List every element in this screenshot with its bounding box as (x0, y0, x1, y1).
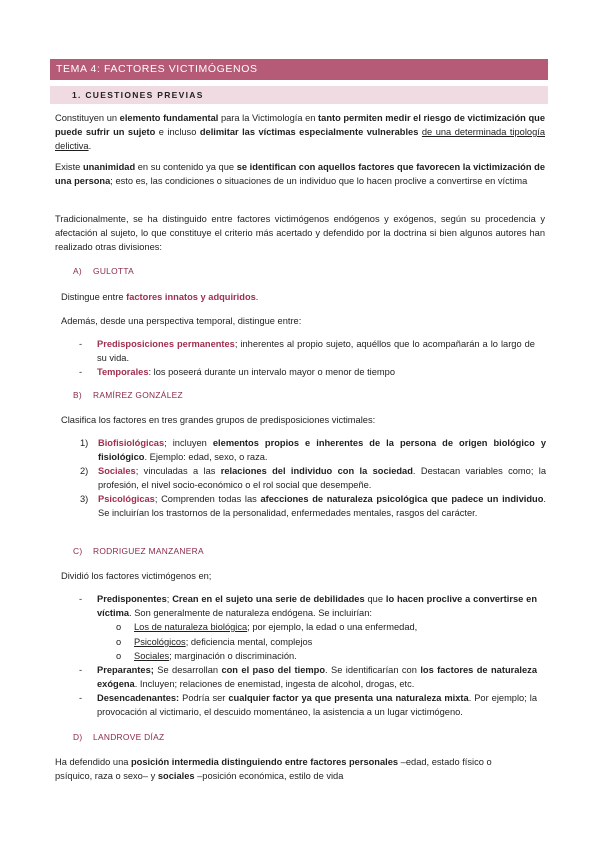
intro-paragraph-3: Tradicionalmente, se ha distinguido entre factores victimógenos endógenos y exógenos, según su procedencia y afectación al sujeto, lo que constituye el criterio más acertado y defendido por la doctrina si bien algunos autores han realizado otras divisiones: (55, 214, 545, 252)
intro-paragraph-1: Constituyen un elemento fundamental para la Victimología en tanto permiten medir el riesgo de victimización que puede sufrir un sujeto e incluso delimitar las víctimas especialmente vulnerables de una determinada tipología delictiva. (55, 113, 546, 151)
subsection-heading-ramirez: B) RAMÍREZ GONZÁLEZ (73, 390, 183, 400)
page-title: TEMA 4: FACTORES VICTIMÓGENOS (50, 59, 548, 80)
gulotta-paragraph-2: Además, desde una perspectiva temporal, distingue entre: (61, 316, 302, 326)
page: TEMA 4: FACTORES VICTIMÓGENOS 1. CUESTIONES PREVIAS Constituyen un elemento fundamental para la Victimología en tanto permiten medir el riesgo de victimización que puede sufrir un sujeto e incluso delimitar las víctimas especialmente vulnerables de una determinada tipología delictiva. Existe unanimidad en su contenido ya que se identifican con aquellos factores que favorecen la victimización de una persona; esto es, las condiciones o situaciones de un individuo que lo hacen proclive a convertirse en víctima Tradicionalmente, se ha distinguido entre factores victimógenos endógenos y exógenos, según su procedencia y afectación al sujeto, lo que constituye el criterio más acertado y defendido por la doctrina si bien algunos autores han realizado otras divisiones: A) GULOTTA Distingue entre factores innatos y adquiridos. Además, desde una perspectiva temporal, distingue entre: - Predisposiciones permanentes; inherentes al propio sujeto, aquéllos que lo acompañarán a lo largo de su vida. - Temporales: los poseerá durante un intervalo mayor o menor de tiempo B) RAMÍREZ GONZÁLEZ Clasifica los factores en tres grandes grupos de predisposiciones victimales: 1) Biofisiológicas; incluyen elementos propios e inherentes de la persona de origen biológico y fisiológico. Ejemplo: edad, sexo, o raza. 2) Sociales; vinculadas a las relaciones del individuo con la sociedad. Destacan variables como; la profesión, el nivel socio-económico o el rol social que desempeñe. 3) Psicológicas; Comprenden todas las afecciones de naturaleza psicológica que padece un individuo. Se incluirían los trastornos de la personalidad, enfermedades mentales, rasgos del carácter. C) RODRIGUEZ MANZANERA Dividió los factores victimógenos en; - Predisponentes; Crean en el sujeto una serie de debilidades que lo hacen proclive a convertirse en víctima. Son generalmente de naturaleza endógena. Se incluirían: o Los de naturaleza biológica; por ejemplo, la edad o una enfermedad, o Psicológicos; deficiencia mental, complejos o Sociales; marginación o discriminación. - Preparantes; Se desarrollan con el paso del tiempo. Se identificarían con los factores de naturaleza exógena. Incluyen; relaciones de enemistad, ingesta de alcohol, drogas, etc. - Desencadenantes: Podría ser cualquier factor ya que presenta una naturaleza mixta. Por ejemplo; la provocación al victimario, el descuido momentáneo, la asistencia a un lugar victimógeno. D) LANDROVE DÍAZ Ha defendido una posición intermedia distinguiendo entre factores personales –edad, estado físico o psíquico, raza o sexo– y sociales –posición económica, estilo de vida (0, 0, 600, 848)
rodriguez-paragraph-1: Dividió los factores victimógenos en; (61, 571, 212, 581)
landrove-paragraph-1: Ha defendido una posición intermedia distinguiendo entre factores personales –edad, estado físico o psíquico, raza o sexo– y sociales –posición económica, estilo de vida (55, 757, 492, 781)
section-heading: 1. CUESTIONES PREVIAS (50, 86, 548, 104)
ramirez-paragraph-1: Clasifica los factores en tres grandes grupos de predisposiciones victimales: (61, 415, 376, 425)
intro-paragraph-2: Existe unanimidad en su contenido ya que se identifican con aquellos factores que favorecen la victimización de una persona; esto es, las condiciones o situaciones de un individuo que lo hacen proclive a convertirse en víctima (55, 162, 545, 186)
subsection-heading-gulotta: A) GULOTTA (73, 266, 135, 276)
subsection-heading-landrove: D) LANDROVE DÍAZ (73, 732, 165, 742)
gulotta-paragraph-1: Distingue entre factores innatos y adquiridos. (61, 292, 259, 302)
subsection-heading-rodriguez: C) RODRIGUEZ MANZANERA (73, 546, 204, 556)
